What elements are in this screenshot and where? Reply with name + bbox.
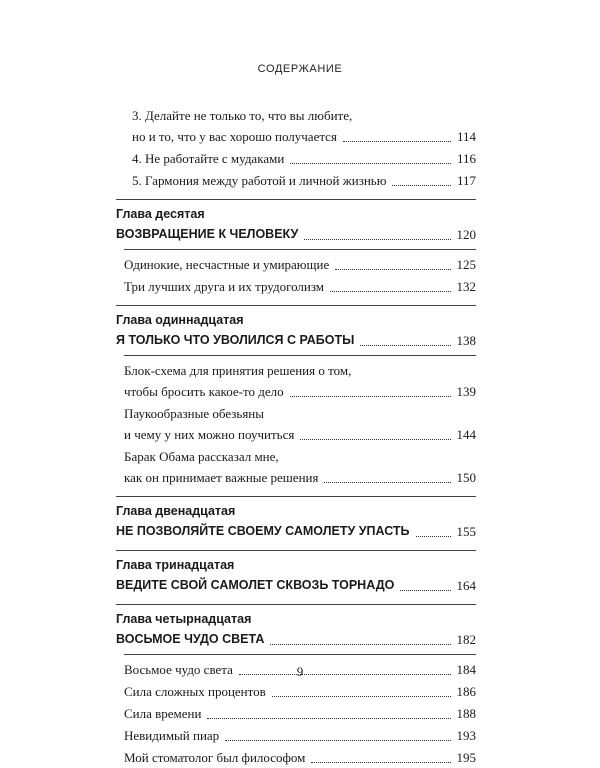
chapter-title: ВЕДИТЕ СВОЙ САМОЛЕТ СКВОЗЬ ТОРНАДО [116,578,395,592]
toc-item [116,446,476,488]
toc-item-line: 3. Делайте не только то, что вы любите, [132,108,353,123]
dot-leader [335,268,450,270]
chapter-title-row [116,224,476,245]
dot-leader [343,140,451,142]
toc-item-title: и чему у них можно поучиться [124,427,295,442]
dot-leader [272,695,451,697]
toc-item-title: Невидимый пиар [124,728,220,743]
toc-item-row [124,276,476,297]
dot-leader [392,184,451,186]
toc-item-row [132,148,476,169]
chapter-title-row [116,330,476,351]
toc-item-title: как он принимает важные решения [124,470,319,485]
toc-item-row [124,381,476,402]
toc-item-page: 184 [456,662,476,677]
toc-item-row [132,126,476,147]
section-rule [116,305,476,306]
toc-item-title: 5. Гармония между работой и личной жизнью [132,173,387,188]
section-rule [124,355,476,356]
toc-item-page: 188 [456,706,476,721]
toc-item-page: 116 [456,151,476,166]
toc-item-row [124,254,476,275]
toc-item-page: 117 [456,173,476,188]
toc-item-row [124,747,476,768]
chapter-page: 155 [456,524,476,539]
section-rule [116,604,476,605]
dot-leader [270,643,450,645]
page-title: СОДЕРЖАНИЕ [257,63,343,75]
dot-leader [290,395,451,397]
toc-item-page: 150 [456,470,476,485]
toc-item [116,703,476,724]
chapter-title: Я ТОЛЬКО ЧТО УВОЛИЛСЯ С РАБОТЫ [116,333,355,347]
toc-item-page: 125 [456,257,476,272]
toc-item-row [124,681,476,702]
dot-leader [330,290,450,292]
toc-item-title: чтобы бросить какое-то дело [124,384,284,399]
toc-item-page: 186 [456,684,476,699]
chapter-label: Глава тринадцатая [116,558,235,572]
chapter-title-row [116,521,476,542]
toc-item [116,681,476,702]
toc-item-page: 114 [456,129,476,144]
toc-item-line: Паукообразные обезьяны [124,406,264,421]
toc-item [116,170,476,191]
toc-item-title: Сила сложных процентов [124,684,266,699]
chapter-label: Глава одиннадцатая [116,313,244,327]
section-rule [124,249,476,250]
toc-item [116,148,476,169]
dot-leader [225,739,450,741]
dot-leader [311,761,450,763]
chapter-title: ВОСЬМОЕ ЧУДО СВЕТА [116,632,265,646]
chapter-label: Глава десятая [116,207,205,221]
toc-item [116,105,476,147]
toc-item [116,403,476,445]
dot-leader [360,344,450,346]
dot-leader [304,238,450,240]
toc-item-title: 4. Не работайте с мудаками [132,151,285,166]
chapter-label: Глава четырнадцатая [116,612,252,626]
toc-item [116,360,476,402]
toc-item-title: но и то, что у вас хорошо получается [132,129,337,144]
dot-leader [300,438,450,440]
toc-item-title: Одинокие, несчастные и умирающие [124,257,330,272]
toc-item-row [124,424,476,445]
dot-leader [290,162,451,164]
toc-item-title: Три лучших друга и их трудоголизм [124,279,325,294]
toc-item-page: 144 [456,427,476,442]
toc-item-page: 139 [456,384,476,399]
dot-leader [416,535,451,537]
chapter-title: НЕ ПОЗВОЛЯЙТЕ СВОЕМУ САМОЛЕТУ УПАСТЬ [116,524,410,538]
chapter-page: 164 [456,578,476,593]
chapter-page: 120 [456,227,476,242]
dot-leader [207,717,450,719]
toc-item-row [132,170,476,191]
chapter-title-row [116,575,476,596]
section-rule [116,550,476,551]
chapter-label: Глава двенадцатая [116,504,236,518]
section-rule [124,654,476,655]
chapter-page: 182 [456,632,476,647]
toc-item-line: Блок-схема для принятия решения о том, [124,363,352,378]
toc-item-line: Барак Обама рассказал мне, [124,449,279,464]
chapter-title-row [116,629,476,650]
section-rule [116,496,476,497]
toc-item-page: 195 [456,750,476,765]
toc-item-row [124,703,476,724]
toc-item-row [124,725,476,746]
chapter-title: ВОЗВРАЩЕНИЕ К ЧЕЛОВЕКУ [116,227,299,241]
toc-item [116,747,476,768]
dot-leader [324,481,450,483]
section-rule [116,199,476,200]
dot-leader [400,589,450,591]
toc-item-title: Сила времени [124,706,202,721]
toc-item-title: Восьмое чудо света [124,662,233,677]
page-number: 9 [296,664,304,679]
toc-item [116,276,476,297]
chapter-page: 138 [456,333,476,348]
toc-item-page: 132 [456,279,476,294]
toc-item-title: Мой стоматолог был философом [124,750,306,765]
toc-item [116,254,476,275]
toc-item [116,725,476,746]
toc-item-page: 193 [456,728,476,743]
toc-item-row [124,467,476,488]
